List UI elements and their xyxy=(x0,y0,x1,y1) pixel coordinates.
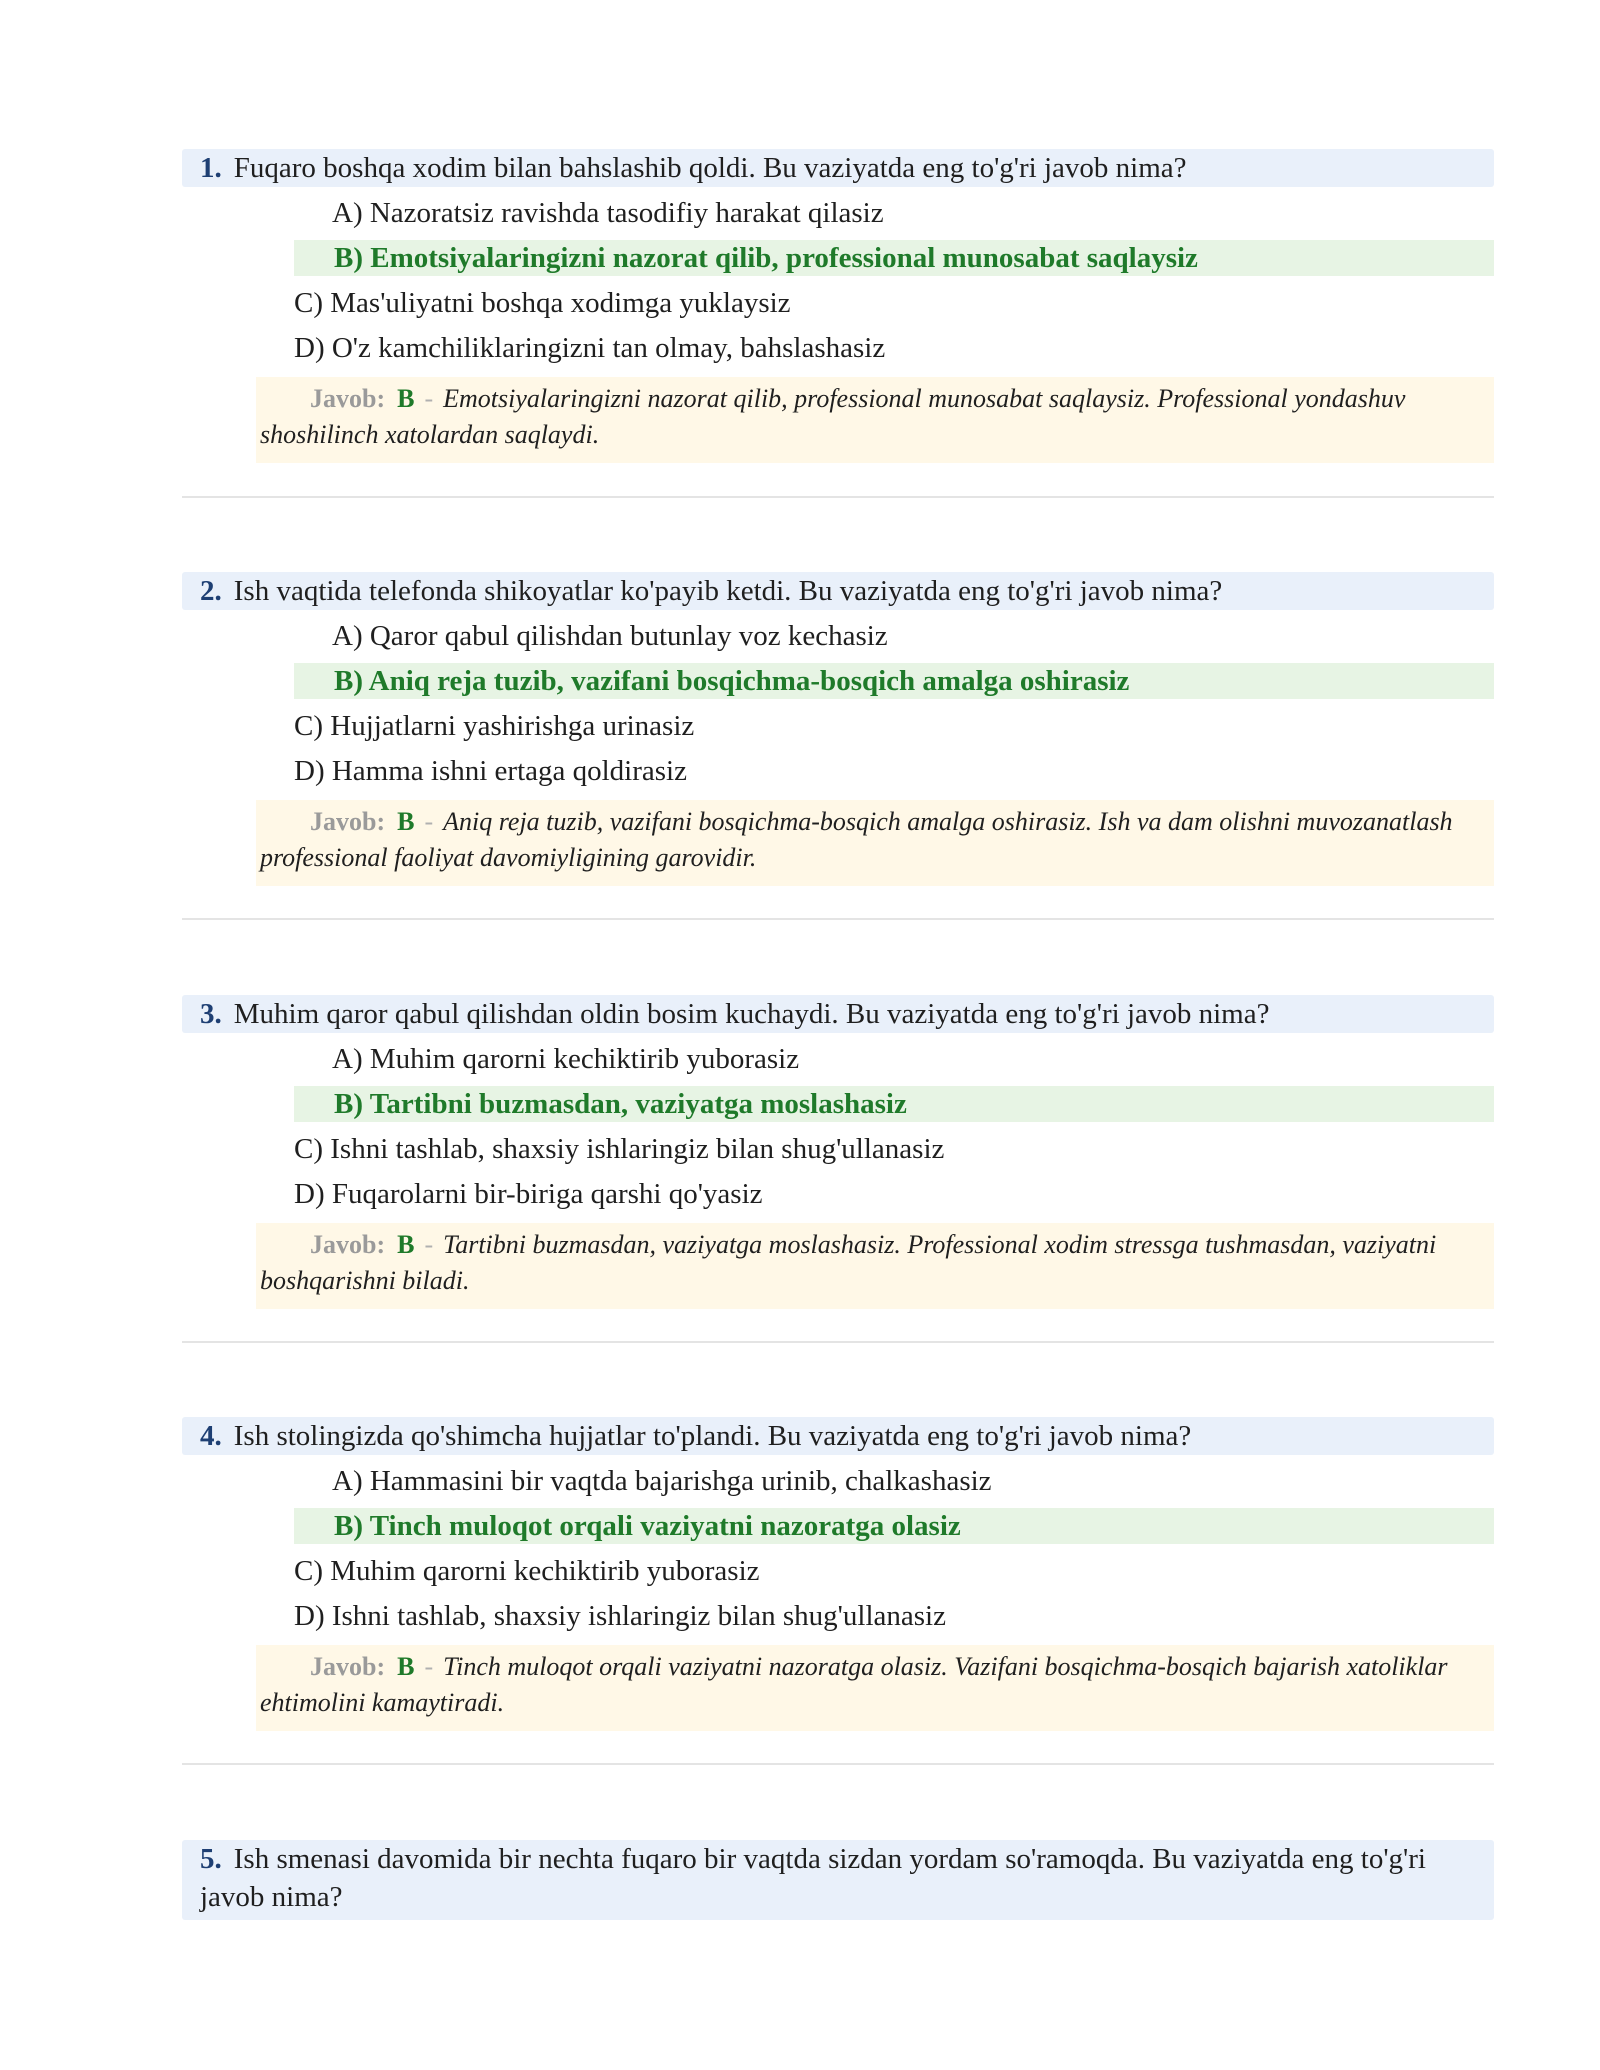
option-c[interactable]: C) Ishni tashlab, shaxsiy ishlaringiz bilan shug'ullanasiz xyxy=(294,1133,945,1165)
answer-box xyxy=(256,1645,1494,1731)
question-text xyxy=(182,995,1494,1033)
answer-explanation: Emotsiyalaringizni nazorat qilib, professional munosabat saqlaysiz. Professional yondashuv shoshilinch xatolardan saqlaydi. xyxy=(260,384,1406,449)
answer-separator: - xyxy=(424,1230,434,1259)
answer-label: Javob: xyxy=(310,1230,386,1259)
divider xyxy=(182,496,1494,498)
question-text xyxy=(182,1840,1494,1920)
divider xyxy=(182,1341,1494,1343)
answer-label: Javob: xyxy=(310,384,386,413)
question-title: Muhim qaror qabul qilishdan oldin bosim kuchaydi. Bu vaziyatda eng to'g'ri javob nima? xyxy=(233,998,1270,1030)
answer-box xyxy=(256,800,1494,886)
question-text xyxy=(182,1417,1494,1455)
question-title: Ish stolingizda qo'shimcha hujjatlar to'plandi. Bu vaziyatda eng to'g'ri javob nima? xyxy=(233,1420,1192,1452)
answer-explanation: Tinch muloqot orqali vaziyatni nazoratga olasiz. Vazifani bosqichma-bosqich bajarish xatoliklar ehtimolini kamaytiradi. xyxy=(260,1652,1448,1717)
question-title: Ish smenasi davomida bir nechta fuqaro bir vaqtda sizdan yordam so'ramoqda. Bu vaziyatda eng to'g'ri javob nima? xyxy=(200,1843,1426,1913)
answer-explanation: Aniq reja tuzib, vazifani bosqichma-bosqich amalga oshirasiz. Ish va dam olishni muvozanatlash professional faoliyat davomiyligining garovidir. xyxy=(260,807,1453,872)
option-a[interactable]: A) Qaror qabul qilishdan butunlay voz kechasiz xyxy=(332,620,888,652)
option-a[interactable]: A) Muhim qarorni kechiktirib yuborasiz xyxy=(332,1043,800,1075)
answer-separator: - xyxy=(424,1652,434,1681)
option-c[interactable]: C) Mas'uliyatni boshqa xodimga yuklaysiz xyxy=(294,287,791,319)
option-d[interactable]: D) Ishni tashlab, shaxsiy ishlaringiz bilan shug'ullanasiz xyxy=(294,1600,946,1632)
question-number: 5. xyxy=(200,1843,222,1875)
answer-box xyxy=(256,1223,1494,1309)
option-b-correct[interactable]: B) Emotsiyalaringizni nazorat qilib, professional munosabat saqlaysiz xyxy=(294,240,1494,276)
option-b-correct[interactable]: B) Aniq reja tuzib, vazifani bosqichma-bosqich amalga oshirasiz xyxy=(294,663,1494,699)
answer-separator: - xyxy=(424,807,434,836)
answer-separator: - xyxy=(424,384,434,413)
answer-key: B xyxy=(397,384,415,413)
option-b-correct[interactable]: B) Tinch muloqot orqali vaziyatni nazoratga olasiz xyxy=(294,1508,1494,1544)
option-b-correct[interactable]: B) Tartibni buzmasdan, vaziyatga moslashasiz xyxy=(294,1086,1494,1122)
option-d[interactable]: D) Fuqarolarni bir-biriga qarshi qo'yasiz xyxy=(294,1178,763,1210)
question-number: 3. xyxy=(200,998,222,1030)
option-a[interactable]: A) Hammasini bir vaqtda bajarishga urinib, chalkashasiz xyxy=(332,1465,992,1497)
answer-key: B xyxy=(397,807,415,836)
option-d[interactable]: D) O'z kamchiliklaringizni tan olmay, bahslashasiz xyxy=(294,332,886,364)
divider xyxy=(182,918,1494,920)
option-c[interactable]: C) Muhim qarorni kechiktirib yuborasiz xyxy=(294,1555,760,1587)
option-c[interactable]: C) Hujjatlarni yashirishga urinasiz xyxy=(294,710,695,742)
answer-label: Javob: xyxy=(310,1652,386,1681)
question-title: Ish vaqtida telefonda shikoyatlar ko'payib ketdi. Bu vaziyatda eng to'g'ri javob nima? xyxy=(233,575,1223,607)
divider xyxy=(182,1763,1494,1765)
question-title: Fuqaro boshqa xodim bilan bahslashib qoldi. Bu vaziyatda eng to'g'ri javob nima? xyxy=(233,152,1187,184)
option-d[interactable]: D) Hamma ishni ertaga qoldirasiz xyxy=(294,755,687,787)
question-text xyxy=(182,149,1494,187)
answer-key: B xyxy=(397,1652,415,1681)
option-a[interactable]: A) Nazoratsiz ravishda tasodifiy harakat qilasiz xyxy=(332,197,884,229)
answer-key: B xyxy=(397,1230,415,1259)
answer-explanation: Tartibni buzmasdan, vaziyatga moslashasiz. Professional xodim stressga tushmasdan, vaziyatni boshqarishni biladi. xyxy=(260,1230,1437,1295)
question-number: 2. xyxy=(200,575,222,607)
question-number: 1. xyxy=(200,152,222,184)
question-number: 4. xyxy=(200,1420,222,1452)
question-text xyxy=(182,572,1494,610)
answer-label: Javob: xyxy=(310,807,386,836)
answer-box xyxy=(256,377,1494,463)
